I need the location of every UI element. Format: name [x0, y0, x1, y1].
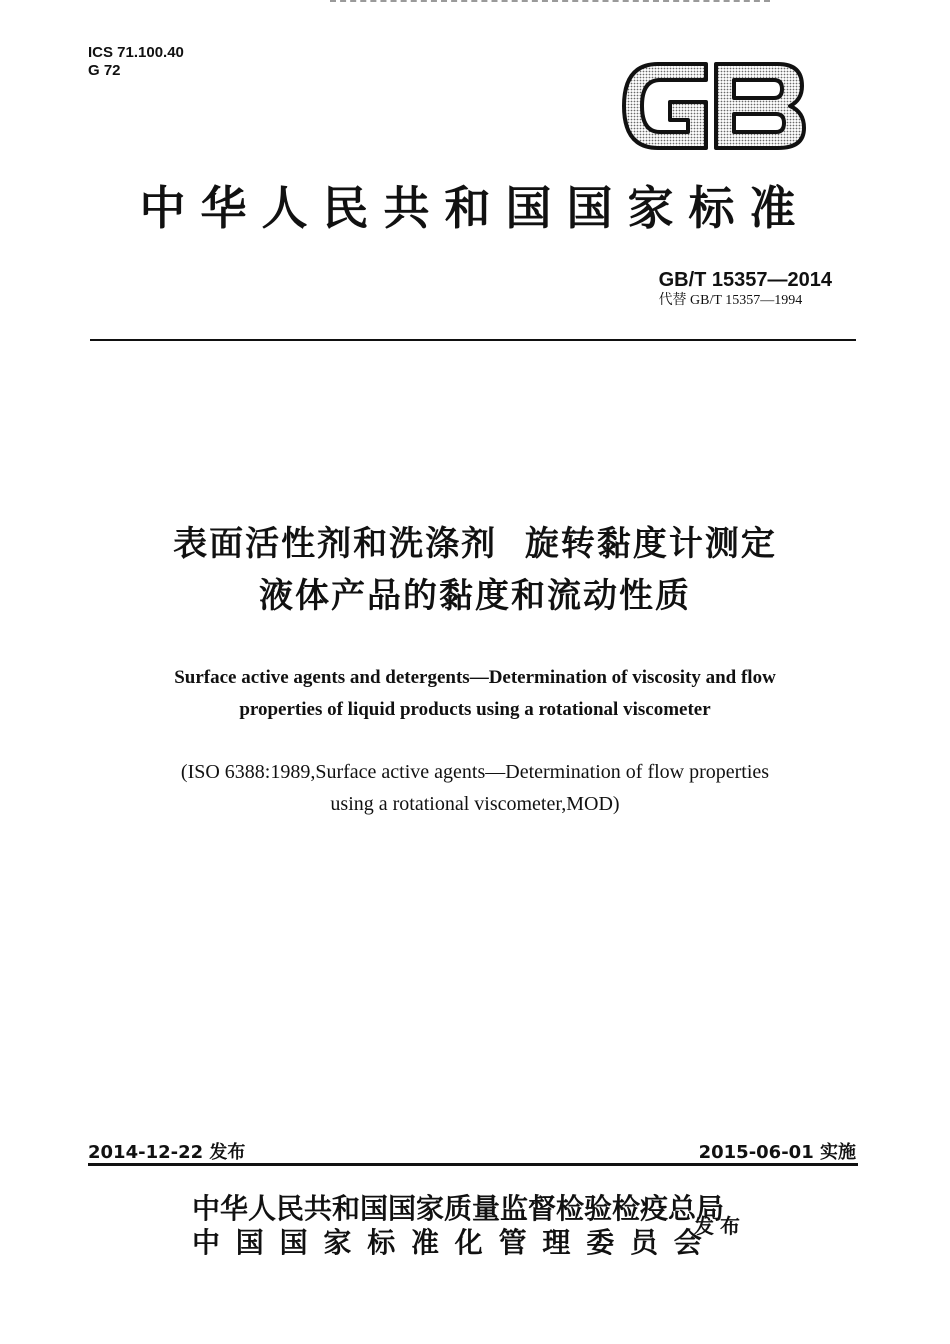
- publishers: [192, 1192, 724, 1260]
- publisher-line1: 中华人民共和国国家质量监督检验检疫总局: [192, 1192, 725, 1225]
- top-dashed-border: [330, 0, 770, 7]
- chinese-title-line2: 液体产品的黏度和流动性质: [259, 576, 691, 616]
- replaces-standard: 代替 GB/T 15357—1994: [658, 293, 803, 308]
- standard-number: GB/T 15357—2014: [658, 269, 832, 291]
- english-title-line2: properties of liquid products using a rotational viscometer: [239, 699, 711, 720]
- header-rule: [90, 339, 856, 341]
- publisher-line2: 中国国家标准化管理委员会: [192, 1226, 718, 1259]
- english-title-line1: Surface active agents and detergents—Determination of viscosity and flow: [174, 667, 776, 688]
- main-title: 中华人民共和国国家标准: [139, 181, 811, 235]
- standard-info: [659, 268, 832, 310]
- ccs-code: G 72: [88, 62, 121, 79]
- gb-logo: [618, 58, 808, 154]
- chinese-title-line1: 表面活性剂和洗涤剂 旋转黏度计测定: [173, 524, 777, 564]
- implementation-date: 2015-06-01 实施: [698, 1142, 856, 1163]
- footer-rule: [88, 1163, 858, 1166]
- ics-code: ICS 71.100.40: [88, 44, 184, 61]
- iso-reference: [40, 756, 910, 820]
- publish-action: 发布: [694, 1214, 746, 1238]
- gb-logo-icon: [618, 58, 808, 154]
- english-title: [40, 662, 910, 726]
- chinese-title: [40, 518, 910, 622]
- iso-reference-line2: using a rotational viscometer,MOD): [330, 793, 620, 815]
- issue-date: 2014-12-22 发布: [88, 1142, 246, 1163]
- classification-codes: [88, 44, 184, 80]
- iso-reference-line1: (ISO 6388:1989,Surface active agents—Determination of flow properties: [180, 761, 770, 783]
